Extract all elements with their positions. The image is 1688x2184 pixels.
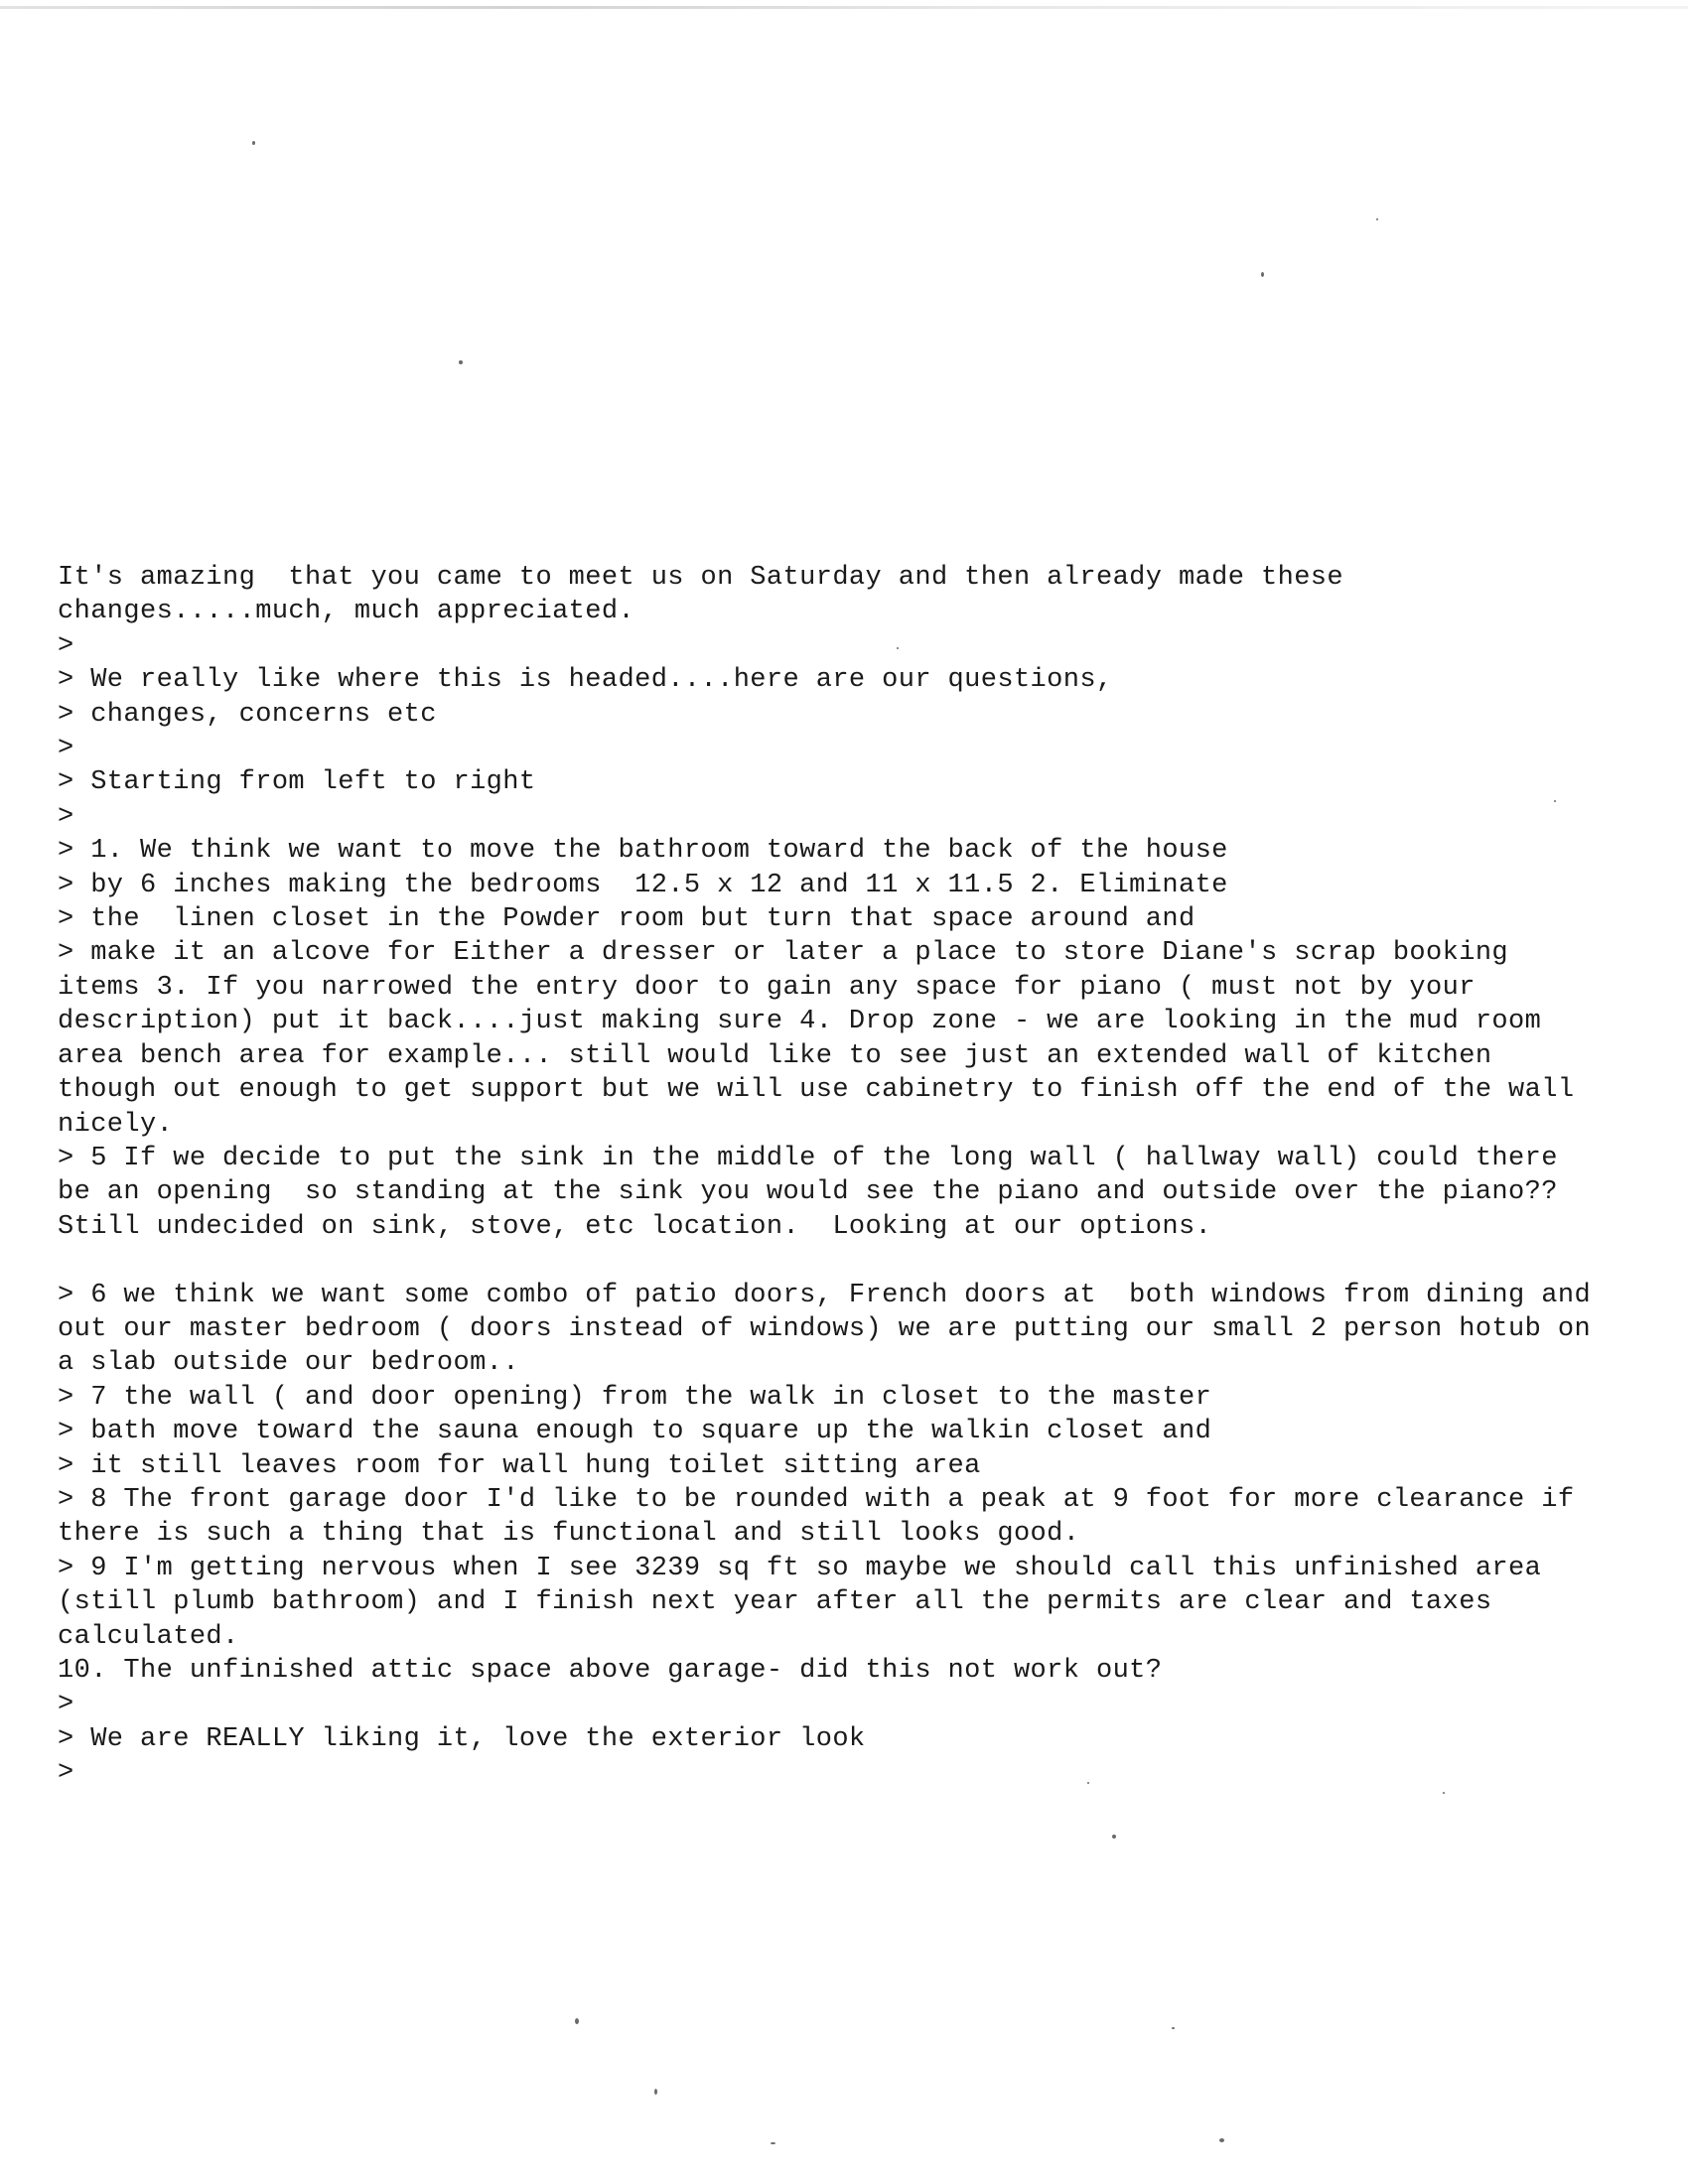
letter-line: > 5 If we decide to put the sink in the middle of the long wall ( hallway wall) could there [58, 1143, 1558, 1173]
letter-line: > 8 The front garage door I'd like to be rounded with a peak at 9 foot for more clearance if [58, 1484, 1575, 1515]
scan-speck [1219, 2138, 1224, 2142]
letter-line: > changes, concerns etc [58, 699, 437, 730]
scan-top-edge [0, 6, 1688, 9]
letter-line: > Starting from left to right [58, 767, 536, 798]
letter-line: > We are REALLY liking it, love the exterior look [58, 1723, 866, 1754]
letter-line: description) put it back....just making sure 4. Drop zone - we are looking in the mud room [58, 1007, 1542, 1037]
letter-line: there is such a thing that is functional and still looks good. [58, 1519, 1080, 1550]
letter-line: be an opening so standing at the sink you would see the piano and outside over the piano?? [58, 1177, 1558, 1208]
scan-speck [1172, 2027, 1175, 2029]
scan-speck [252, 141, 255, 145]
letter-line: changes.....much, much appreciated. [58, 597, 635, 627]
letter-line: out our master bedroom ( doors instead of windows) we are putting our small 2 person hotub on [58, 1313, 1592, 1344]
letter-line: Still undecided on sink, stove, etc location. Looking at our options. [58, 1211, 1212, 1242]
scan-speck [771, 2142, 775, 2144]
letter-line: > [58, 1690, 74, 1720]
blank-line [58, 1244, 1646, 1278]
letter-line: > make it an alcove for Either a dresser or later a place to store Diane's scrap booking [58, 938, 1509, 969]
scan-speck [575, 2018, 579, 2024]
letter-line: > bath move toward the sauna enough to square up the walkin closet and [58, 1417, 1212, 1447]
letter-line: though out enough to get support but we will use cabinetry to finish off the end of the wall [58, 1075, 1575, 1106]
letter-line: > [58, 1758, 74, 1789]
scan-speck [1376, 218, 1378, 220]
scan-speck [654, 2089, 657, 2095]
letter-line: > We really like where this is headed....here are our questions, [58, 665, 1113, 696]
letter-line: items 3. If you narrowed the entry door to gain any space for piano ( must not by your [58, 972, 1476, 1003]
letter-line: > the linen closet in the Powder room but turn that space around and [58, 904, 1196, 935]
scan-speck [1112, 1835, 1116, 1839]
scan-speck [1261, 272, 1264, 277]
scan-speck [459, 360, 463, 364]
letter-line: > [58, 734, 74, 764]
letter-line: 10. The unfinished attic space above garage- did this not work out? [58, 1655, 1163, 1686]
letter-line: > 1. We think we want to move the bathroom toward the back of the house [58, 836, 1228, 867]
letter-line: > 6 we think we want some combo of patio doors, French doors at both windows from dining and [58, 1280, 1592, 1310]
letter-line: It's amazing that you came to meet us on Saturday and then already made these [58, 563, 1344, 593]
letter-line: a slab outside our bedroom.. [58, 1348, 519, 1379]
scan-speck [1443, 1792, 1445, 1794]
letter-line: (still plumb bathroom) and I finish next year after all the permits are clear and taxes [58, 1587, 1492, 1618]
letter-line: nicely. [58, 1109, 174, 1140]
letter-line: calculated. [58, 1621, 239, 1652]
letter-body [58, 561, 1646, 1791]
letter-line: > [58, 630, 74, 661]
letter-line: > [58, 801, 74, 832]
letter-line: > 7 the wall ( and door opening) from the walk in closet to the master [58, 1382, 1212, 1413]
letter-line: > 9 I'm getting nervous when I see 3239 sq ft so maybe we should call this unfinished area [58, 1553, 1542, 1583]
letter-line: area bench area for example... still would like to see just an extended wall of kitchen [58, 1040, 1492, 1071]
letter-line: > by 6 inches making the bedrooms 12.5 x 12 and 11 x 11.5 2. Eliminate [58, 870, 1228, 900]
letter-line: > it still leaves room for wall hung toilet sitting area [58, 1450, 981, 1481]
